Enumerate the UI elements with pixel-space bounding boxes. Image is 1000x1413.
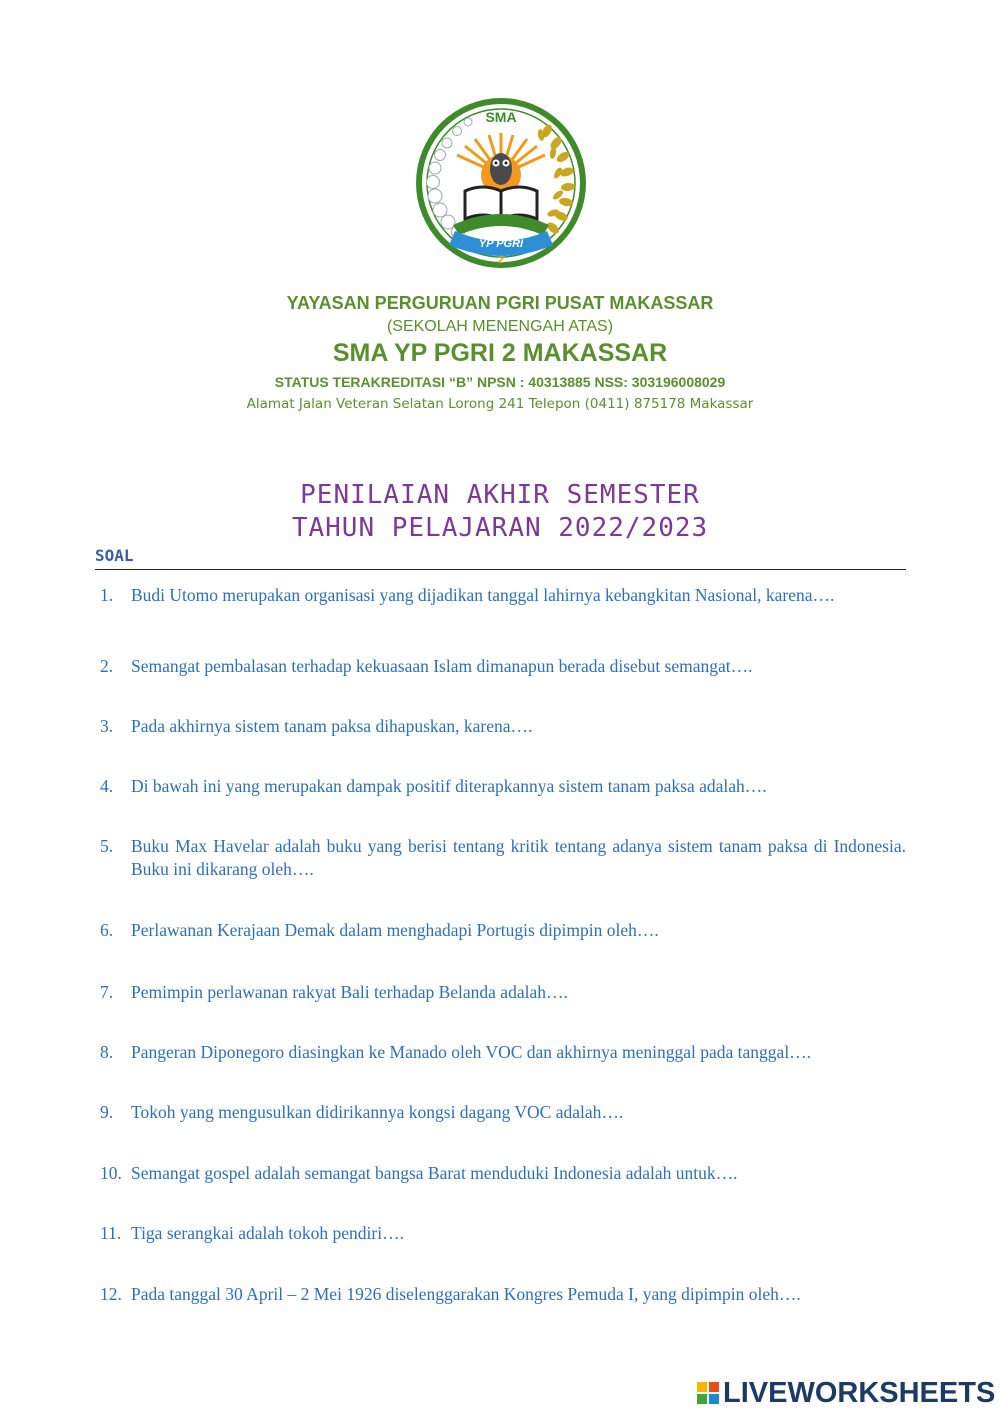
- question-number: 5.: [100, 836, 114, 856]
- question-text: Semangat pembalasan terhadap kekuasaan Islam dimanapun berada disebut semangat….: [131, 656, 753, 676]
- question-number: 2.: [100, 656, 114, 676]
- question-number: 9.: [100, 1102, 114, 1122]
- question-text: Pemimpin perlawanan rakyat Bali terhadap Belanda adalah….: [131, 982, 568, 1002]
- exam-year: TAHUN PELAJARAN 2022/2023: [291, 513, 709, 543]
- question-text: Perlawanan Kerajaan Demak dalam menghadapi Portugis dipimpin oleh….: [131, 920, 659, 940]
- question-item: [100, 981, 906, 1004]
- accreditation-status: STATUS TERAKREDITASI “B” NPSN : 40313885 NSS: 303196008029: [274, 374, 726, 390]
- logo-tile-i: [709, 1382, 719, 1392]
- question-text: Pada tanggal 30 April – 2 Mei 1926 diselenggarakan Kongres Pemuda I, yang dipimpin oleh….: [131, 1284, 801, 1304]
- question-text: Buku Max Havelar adalah buku yang berisi tentang kritik tentang adanya sistem tanam paksa di Indonesia. Buku ini dikarang oleh….: [131, 836, 906, 879]
- question-number: 3.: [100, 716, 114, 736]
- exam-title: PENILAIAN AKHIR SEMESTER: [300, 480, 700, 510]
- question-text: Budi Utomo merupakan organisasi yang dijadikan tanggal lahirnya kebangkitan Nasional, karena….: [131, 585, 835, 605]
- question-item: [100, 584, 906, 607]
- question-item: [100, 655, 906, 678]
- question-number: 6.: [100, 920, 114, 940]
- question-item: [100, 1222, 906, 1245]
- question-item: [100, 1162, 906, 1185]
- logo-top-text: SMA: [485, 109, 517, 125]
- question-text: Tiga serangkai adalah tokoh pendiri….: [131, 1223, 404, 1243]
- brand-name: LIVEWORKSHEETS: [723, 1376, 996, 1409]
- question-text: Di bawah ini yang merupakan dampak positif diterapkannya sistem tanam paksa adalah….: [131, 776, 767, 796]
- school-level: (SEKOLAH MENENGAH ATAS): [386, 318, 614, 335]
- section-divider: [95, 569, 906, 570]
- question-item: [100, 835, 906, 881]
- question-text: Semangat gospel adalah semangat bangsa Barat menduduki Indonesia adalah untuk….: [131, 1163, 738, 1183]
- question-number: 12.: [100, 1284, 122, 1304]
- question-number: 11.: [100, 1223, 122, 1243]
- school-name: SMA YP PGRI 2 MAKASSAR: [332, 339, 668, 367]
- logo-ribbon-text: YP PGRI: [478, 238, 524, 250]
- logo-tile-e: [709, 1394, 719, 1404]
- question-number: 8.: [100, 1042, 114, 1062]
- question-number: 10.: [100, 1163, 122, 1183]
- question-item: [100, 919, 906, 942]
- question-item: [100, 1041, 906, 1064]
- question-item: [100, 715, 906, 738]
- question-text: Pangeran Diponegoro diasingkan ke Manado oleh VOC dan akhirnya meninggal pada tanggal….: [131, 1042, 812, 1062]
- question-number: 4.: [100, 776, 114, 796]
- question-item: [100, 1101, 906, 1124]
- question-number: 1.: [100, 585, 114, 605]
- question-item: [100, 1283, 906, 1306]
- liveworksheets-brand[interactable]: [697, 1376, 997, 1410]
- question-text: Tokoh yang mengusulkan didirikannya kongsi dagang VOC adalah….: [131, 1102, 624, 1122]
- question-number: 7.: [100, 982, 114, 1002]
- foundation-name: YAYASAN PERGURUAN PGRI PUSAT MAKASSAR: [286, 293, 714, 313]
- logo-number: 2: [497, 254, 505, 266]
- school-address: Alamat Jalan Veteran Selatan Lorong 241 Telepon (0411) 875178 Makassar: [246, 396, 754, 412]
- logo-tile-v: [697, 1394, 707, 1404]
- logo-tile-l: [697, 1382, 707, 1392]
- question-item: [100, 775, 906, 798]
- school-logo: [413, 95, 589, 271]
- section-label: SOAL: [95, 546, 134, 565]
- liveworksheets-logo-icon: [697, 1382, 719, 1404]
- question-text: Pada akhirnya sistem tanam paksa dihapuskan, karena….: [131, 716, 533, 736]
